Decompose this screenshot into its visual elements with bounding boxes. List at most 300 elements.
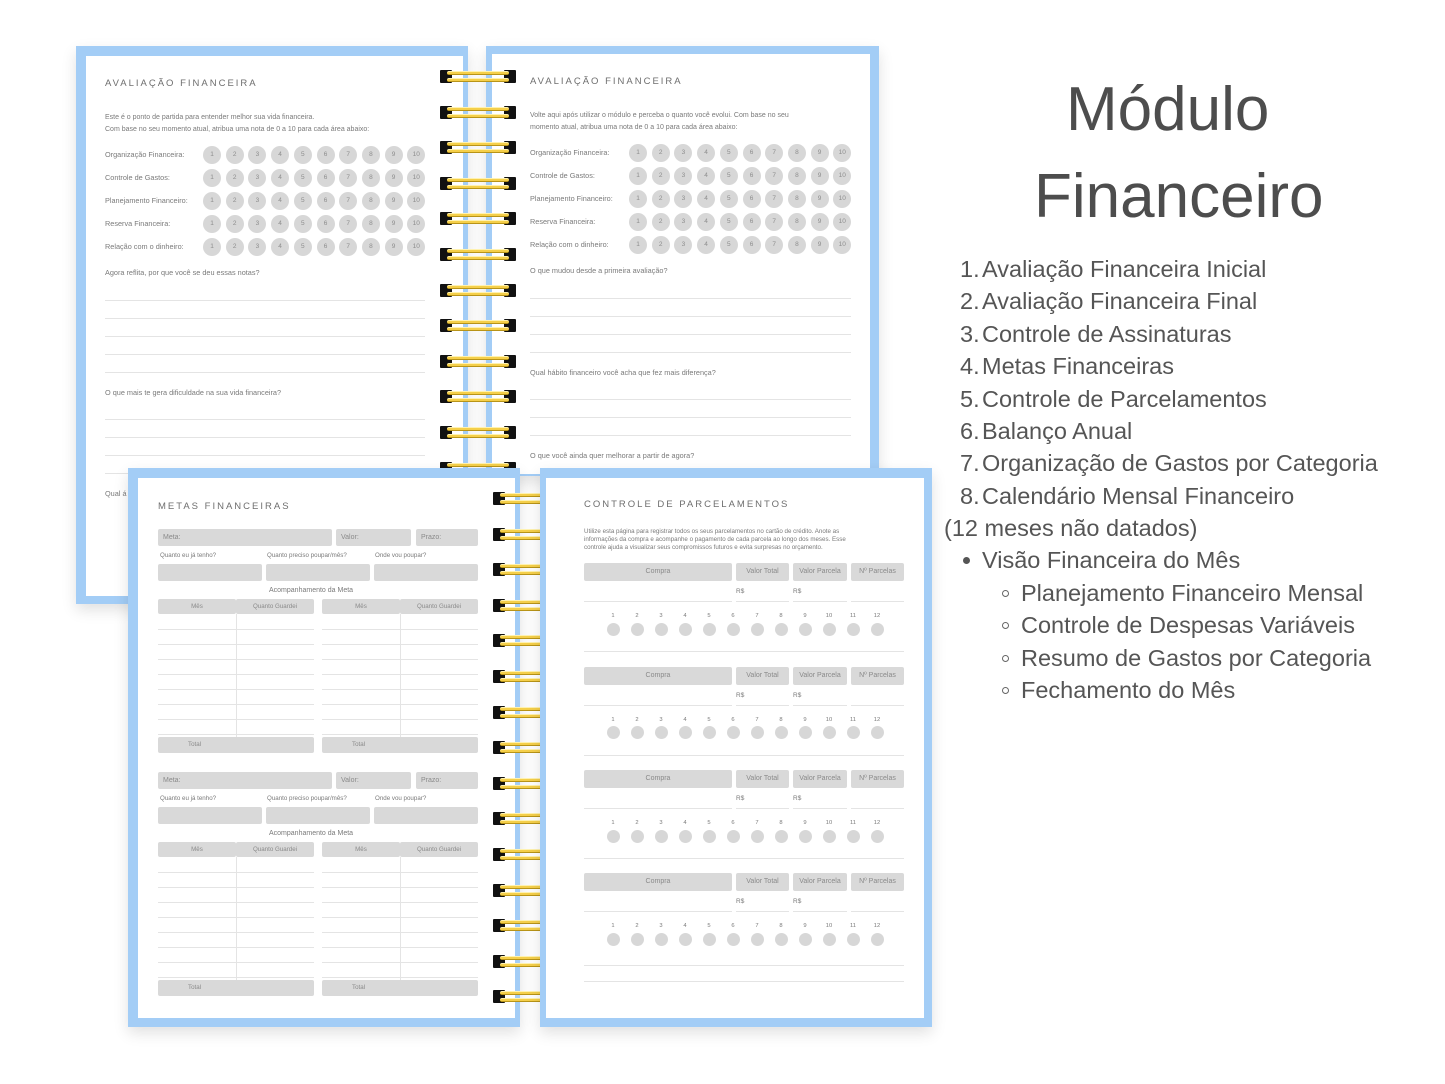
month-number: 2 xyxy=(635,923,639,929)
installment-paid-checkbox[interactable] xyxy=(871,726,884,739)
month-number: 7 xyxy=(755,716,759,723)
installment-paid-checkbox[interactable] xyxy=(823,623,836,636)
goal-answer-field[interactable] xyxy=(266,807,370,824)
month-number: 11 xyxy=(849,716,857,723)
ring-wire xyxy=(447,327,509,331)
write-line xyxy=(530,435,851,436)
rating-circle-10[interactable]: 10 xyxy=(407,169,425,187)
rating-circle-7[interactable]: 7 xyxy=(765,167,783,185)
rating-circle-2[interactable]: 2 xyxy=(226,146,244,164)
intro-text: Com base no seu momento atual, atribua uma nota de 0 a 10 para cada área abaixo: xyxy=(105,126,370,134)
installment-header: Valor Parcela xyxy=(793,563,847,581)
rating-circle-8[interactable]: 8 xyxy=(788,167,806,185)
installment-paid-checkbox[interactable] xyxy=(775,623,788,636)
rating-circle-2[interactable]: 2 xyxy=(652,144,670,162)
currency-label: R$ xyxy=(793,691,802,699)
rating-circle-2[interactable]: 2 xyxy=(652,167,670,185)
goal-deadline-field: Prazo: xyxy=(416,772,478,789)
installment-header: Valor Total xyxy=(736,563,789,581)
installment-paid-checkbox[interactable] xyxy=(823,726,836,739)
month-number: 3 xyxy=(659,820,663,826)
rating-label: Organização Financeira: xyxy=(530,147,610,157)
rating-circle-3[interactable]: 3 xyxy=(674,190,692,208)
rating-circle-3[interactable]: 3 xyxy=(248,169,266,187)
write-line xyxy=(851,705,904,706)
currency-label: R$ xyxy=(736,691,745,699)
month-number: 12 xyxy=(873,613,881,619)
month-number: 10 xyxy=(825,820,833,826)
write-line xyxy=(530,417,851,418)
write-line xyxy=(584,755,904,756)
contents-bullet: Visão Financeira do Mês xyxy=(982,547,1241,573)
installment-paid-checkbox[interactable] xyxy=(847,623,860,636)
tracking-header-month: Mês xyxy=(158,842,236,857)
rating-circle-8[interactable]: 8 xyxy=(788,213,806,231)
rating-circle-1[interactable]: 1 xyxy=(203,146,221,164)
rating-circle-7[interactable]: 7 xyxy=(765,190,783,208)
rating-circle-9[interactable]: 9 xyxy=(811,213,829,231)
installment-paid-checkbox[interactable] xyxy=(703,933,716,946)
rating-circle-6[interactable]: 6 xyxy=(743,190,761,208)
bullet-dot xyxy=(963,557,970,564)
tracking-header-saved: Quanto Guardei xyxy=(400,599,478,614)
rating-circle-3[interactable]: 3 xyxy=(674,213,692,231)
ring-wire xyxy=(447,256,509,260)
contents-note: (12 meses não datados) xyxy=(944,515,1198,541)
installment-paid-checkbox[interactable] xyxy=(703,830,716,843)
month-number: 5 xyxy=(707,923,711,929)
intro-text: Este é o ponto de partida para entender melhor sua vida financeira. xyxy=(105,114,315,122)
contents-item: Controle de Assinaturas xyxy=(982,320,1232,347)
rating-circle-7[interactable]: 7 xyxy=(339,215,357,233)
spiral-ring xyxy=(440,248,516,262)
rating-circle-5[interactable]: 5 xyxy=(294,169,312,187)
installment-paid-checkbox[interactable] xyxy=(727,933,740,946)
rating-circle-5[interactable]: 5 xyxy=(720,213,738,231)
rating-circle-8[interactable]: 8 xyxy=(362,169,380,187)
rating-circle-3[interactable]: 3 xyxy=(248,215,266,233)
goal-answer-field[interactable] xyxy=(374,564,478,581)
contents-number: 8. xyxy=(960,482,980,509)
tracking-total: Total xyxy=(158,737,314,753)
goal-name-field: Meta: xyxy=(158,772,332,789)
installment-paid-checkbox[interactable] xyxy=(607,726,620,739)
month-number: 6 xyxy=(731,613,735,619)
goal-answer-field[interactable] xyxy=(266,564,370,581)
installment-paid-checkbox[interactable] xyxy=(871,933,884,946)
month-number: 12 xyxy=(873,820,881,826)
ring-wire xyxy=(447,178,509,182)
installment-header: Nº Parcelas xyxy=(851,770,904,788)
rating-circle-4[interactable]: 4 xyxy=(697,236,715,254)
installment-paid-checkbox[interactable] xyxy=(751,830,764,843)
rating-circle-9[interactable]: 9 xyxy=(385,238,403,256)
contents-item: Organização de Gastos por Categoria xyxy=(982,450,1378,477)
rating-circle-8[interactable]: 8 xyxy=(362,192,380,210)
rating-circle-1[interactable]: 1 xyxy=(629,167,647,185)
rating-circle-4[interactable]: 4 xyxy=(271,169,289,187)
month-number: 11 xyxy=(849,820,857,826)
sub-bullet-icon xyxy=(1002,687,1009,694)
goal-question-label: Onde vou poupar? xyxy=(375,551,427,559)
installment-paid-checkbox[interactable] xyxy=(823,933,836,946)
intro-text: Utilize esta página para registrar todos os seus parcelamentos no cartão de crédito. Anote as xyxy=(584,527,840,535)
installment-paid-checkbox[interactable] xyxy=(799,623,812,636)
rating-circle-8[interactable]: 8 xyxy=(362,238,380,256)
spiral-ring xyxy=(440,212,516,226)
installment-header: Compra xyxy=(584,770,732,788)
rating-circle-6[interactable]: 6 xyxy=(317,215,335,233)
month-number: 4 xyxy=(683,820,687,826)
intro-text: Volte aqui após utilizar o módulo e perceba o quanto você evolui. Com base no seu xyxy=(530,112,789,120)
rating-circle-1[interactable]: 1 xyxy=(629,190,647,208)
rating-circle-6[interactable]: 6 xyxy=(317,169,335,187)
month-number: 1 xyxy=(611,613,615,619)
goal-question-label: Onde vou poupar? xyxy=(375,794,427,802)
rating-circle-4[interactable]: 4 xyxy=(271,238,289,256)
tracking-header-saved: Quanto Guardei xyxy=(400,842,478,857)
module-title-line1: Módulo xyxy=(1066,75,1270,144)
rating-circle-9[interactable]: 9 xyxy=(811,167,829,185)
installment-paid-checkbox[interactable] xyxy=(751,933,764,946)
ring-wire xyxy=(447,114,509,118)
write-line xyxy=(793,808,847,809)
rating-circle-3[interactable]: 3 xyxy=(248,192,266,210)
rating-circle-2[interactable]: 2 xyxy=(652,236,670,254)
contents-number: 4. xyxy=(960,353,980,380)
installment-header: Valor Total xyxy=(736,770,789,788)
ring-wire xyxy=(447,107,509,111)
month-number: 1 xyxy=(611,820,615,826)
ring-wire xyxy=(447,292,509,296)
rating-circle-6[interactable]: 6 xyxy=(317,192,335,210)
month-number: 4 xyxy=(683,716,687,723)
write-line xyxy=(105,300,425,301)
installment-paid-checkbox[interactable] xyxy=(607,623,620,636)
rating-circle-7[interactable]: 7 xyxy=(339,238,357,256)
rating-circle-8[interactable]: 8 xyxy=(362,146,380,164)
ring-wire xyxy=(447,78,509,82)
rating-circle-5[interactable]: 5 xyxy=(294,192,312,210)
currency-label: R$ xyxy=(793,898,802,906)
installment-paid-checkbox[interactable] xyxy=(751,623,764,636)
installment-paid-checkbox[interactable] xyxy=(727,726,740,739)
page-title: METAS FINANCEIRAS xyxy=(158,501,291,513)
page-title: CONTROLE DE PARCELAMENTOS xyxy=(584,499,790,511)
rating-circle-8[interactable]: 8 xyxy=(362,215,380,233)
installment-paid-checkbox[interactable] xyxy=(871,830,884,843)
ring-wire xyxy=(447,185,509,189)
write-line xyxy=(530,352,851,353)
installment-header: Valor Parcela xyxy=(793,873,847,891)
month-number: 9 xyxy=(803,613,807,619)
goal-answer-field[interactable] xyxy=(374,807,478,824)
goal-deadline-field: Prazo: xyxy=(416,529,478,546)
rating-circle-10[interactable]: 10 xyxy=(833,213,851,231)
tracking-total: Total xyxy=(322,980,478,996)
rating-circle-10[interactable]: 10 xyxy=(833,190,851,208)
ring-wire xyxy=(447,398,509,402)
ring-wire xyxy=(447,434,509,438)
rating-circle-2[interactable]: 2 xyxy=(226,169,244,187)
installment-paid-checkbox[interactable] xyxy=(775,830,788,843)
rating-circle-4[interactable]: 4 xyxy=(697,190,715,208)
rating-circle-2[interactable]: 2 xyxy=(226,192,244,210)
rating-circle-1[interactable]: 1 xyxy=(203,238,221,256)
tracking-total: Total xyxy=(158,980,314,996)
write-line xyxy=(736,601,789,602)
tracking-header-month: Mês xyxy=(322,842,400,857)
module-title-line2: Financeiro xyxy=(1034,162,1324,231)
rating-circle-9[interactable]: 9 xyxy=(811,190,829,208)
installment-paid-checkbox[interactable] xyxy=(799,933,812,946)
month-number: 1 xyxy=(611,923,615,929)
ring-wire xyxy=(447,320,509,324)
month-number: 7 xyxy=(755,923,759,929)
installment-header: Compra xyxy=(584,873,732,891)
installment-paid-checkbox[interactable] xyxy=(871,623,884,636)
write-line xyxy=(584,808,732,809)
rating-circle-8[interactable]: 8 xyxy=(788,236,806,254)
ring-wire xyxy=(447,427,509,431)
write-line xyxy=(584,981,904,982)
goal-name-field: Meta: xyxy=(158,529,332,546)
installment-paid-checkbox[interactable] xyxy=(679,830,692,843)
write-line xyxy=(530,334,851,335)
intro-text: momento atual, atribua uma nota de 0 a 10 para cada área abaixo: xyxy=(530,124,738,132)
ring-wire xyxy=(447,285,509,289)
rating-circle-6[interactable]: 6 xyxy=(743,144,761,162)
month-number: 2 xyxy=(635,820,639,826)
intro-text: informações da compra e acompanhe o pagamento de cada parcela ao longo dos meses. Esse xyxy=(584,535,846,543)
spiral-ring xyxy=(440,284,516,298)
rating-circle-1[interactable]: 1 xyxy=(629,236,647,254)
write-line xyxy=(736,911,789,912)
contents-number: 5. xyxy=(960,385,980,412)
month-number: 11 xyxy=(849,613,857,619)
write-line xyxy=(105,419,425,420)
page-title: AVALIAÇÃO FINANCEIRA xyxy=(530,76,683,88)
rating-circle-5[interactable]: 5 xyxy=(294,238,312,256)
installment-header: Compra xyxy=(584,563,732,581)
rating-circle-5[interactable]: 5 xyxy=(720,236,738,254)
spiral-ring xyxy=(440,319,516,333)
month-number: 5 xyxy=(707,820,711,826)
installment-paid-checkbox[interactable] xyxy=(727,830,740,843)
currency-label: R$ xyxy=(736,795,745,803)
installment-paid-checkbox[interactable] xyxy=(607,933,620,946)
rating-circle-5[interactable]: 5 xyxy=(720,190,738,208)
rating-circle-7[interactable]: 7 xyxy=(765,213,783,231)
contents-number: 1. xyxy=(960,256,980,282)
rating-circle-2[interactable]: 2 xyxy=(226,238,244,256)
ring-wire xyxy=(447,249,509,253)
rating-circle-3[interactable]: 3 xyxy=(674,167,692,185)
installment-paid-checkbox[interactable] xyxy=(655,726,668,739)
rating-label: Relação com o dinheiro: xyxy=(530,239,609,249)
sub-bullet-icon xyxy=(1002,655,1009,662)
reflection-question: O que mudou desde a primeira avaliação? xyxy=(530,265,668,275)
ring-wire xyxy=(447,463,509,467)
tracking-total: Total xyxy=(322,737,478,753)
installment-paid-checkbox[interactable] xyxy=(847,830,860,843)
rating-circle-7[interactable]: 7 xyxy=(339,192,357,210)
rating-circle-6[interactable]: 6 xyxy=(317,238,335,256)
installment-paid-checkbox[interactable] xyxy=(679,726,692,739)
rating-circle-8[interactable]: 8 xyxy=(788,144,806,162)
month-number: 3 xyxy=(659,716,663,723)
rating-circle-4[interactable]: 4 xyxy=(697,213,715,231)
rating-circle-5[interactable]: 5 xyxy=(720,167,738,185)
rating-circle-1[interactable]: 1 xyxy=(203,169,221,187)
rating-circle-4[interactable]: 4 xyxy=(271,192,289,210)
rating-circle-9[interactable]: 9 xyxy=(385,146,403,164)
rating-circle-10[interactable]: 10 xyxy=(833,144,851,162)
month-number: 2 xyxy=(635,716,639,723)
rating-circle-1[interactable]: 1 xyxy=(629,144,647,162)
rating-label: Reserva Financeira: xyxy=(105,218,171,228)
month-number: 10 xyxy=(825,716,833,723)
rating-circle-4[interactable]: 4 xyxy=(697,167,715,185)
currency-label: R$ xyxy=(793,795,802,803)
rating-circle-6[interactable]: 6 xyxy=(317,146,335,164)
rating-circle-9[interactable]: 9 xyxy=(811,144,829,162)
installment-paid-checkbox[interactable] xyxy=(655,830,668,843)
rating-circle-9[interactable]: 9 xyxy=(385,215,403,233)
month-number: 6 xyxy=(731,820,735,826)
rating-circle-3[interactable]: 3 xyxy=(674,236,692,254)
write-line xyxy=(530,316,851,317)
month-number: 8 xyxy=(779,613,783,619)
rating-circle-9[interactable]: 9 xyxy=(385,192,403,210)
goal-question-label: Quanto eu já tenho? xyxy=(160,551,217,559)
currency-label: R$ xyxy=(793,588,802,596)
goal-answer-field[interactable] xyxy=(158,807,262,824)
write-line xyxy=(584,601,732,602)
rating-circle-5[interactable]: 5 xyxy=(294,146,312,164)
installment-header: Nº Parcelas xyxy=(851,873,904,891)
rating-circle-1[interactable]: 1 xyxy=(629,213,647,231)
rating-circle-9[interactable]: 9 xyxy=(385,169,403,187)
installment-paid-checkbox[interactable] xyxy=(631,726,644,739)
rating-circle-1[interactable]: 1 xyxy=(203,192,221,210)
reflection-question: Qual á xyxy=(105,488,127,498)
spiral-ring xyxy=(440,177,516,191)
installment-paid-checkbox[interactable] xyxy=(823,830,836,843)
rating-circle-3[interactable]: 3 xyxy=(248,146,266,164)
rating-circle-6[interactable]: 6 xyxy=(743,213,761,231)
rating-circle-4[interactable]: 4 xyxy=(697,144,715,162)
write-line xyxy=(793,601,847,602)
column-divider xyxy=(400,857,401,980)
rating-circle-2[interactable]: 2 xyxy=(652,190,670,208)
intro-text: controle ajuda a visualizar seus compromissos futuros e evita surpresas no orçamento. xyxy=(584,543,823,551)
installment-paid-checkbox[interactable] xyxy=(655,933,668,946)
rating-circle-3[interactable]: 3 xyxy=(674,144,692,162)
installment-paid-checkbox[interactable] xyxy=(847,726,860,739)
rating-circle-4[interactable]: 4 xyxy=(271,215,289,233)
contents-item: Balanço Anual xyxy=(982,418,1133,444)
sub-bullet-icon xyxy=(1002,590,1009,597)
installment-paid-checkbox[interactable] xyxy=(679,623,692,636)
rating-circle-10[interactable]: 10 xyxy=(407,146,425,164)
installment-paid-checkbox[interactable] xyxy=(799,726,812,739)
rating-circle-2[interactable]: 2 xyxy=(226,215,244,233)
rating-circle-5[interactable]: 5 xyxy=(720,144,738,162)
rating-circle-6[interactable]: 6 xyxy=(743,167,761,185)
rating-circle-7[interactable]: 7 xyxy=(339,169,357,187)
tracking-title: Acompanhamento da Meta xyxy=(269,587,354,595)
goal-answer-field[interactable] xyxy=(158,564,262,581)
rating-circle-3[interactable]: 3 xyxy=(248,238,266,256)
contents-number: 2. xyxy=(960,288,980,315)
rating-circle-6[interactable]: 6 xyxy=(743,236,761,254)
month-number: 12 xyxy=(873,716,881,723)
rating-circle-10[interactable]: 10 xyxy=(407,192,425,210)
installment-paid-checkbox[interactable] xyxy=(679,933,692,946)
contents-subitem: Fechamento do Mês xyxy=(1021,677,1236,704)
installment-paid-checkbox[interactable] xyxy=(655,623,668,636)
installment-paid-checkbox[interactable] xyxy=(847,933,860,946)
installment-paid-checkbox[interactable] xyxy=(727,623,740,636)
installment-paid-checkbox[interactable] xyxy=(631,623,644,636)
ring-wire xyxy=(447,213,509,217)
contents-item: Calendário Mensal Financeiro xyxy=(982,482,1295,509)
contents-subitem: Resumo de Gastos por Categoria xyxy=(1021,644,1372,671)
spiral-ring xyxy=(440,141,516,155)
rating-circle-8[interactable]: 8 xyxy=(788,190,806,208)
rating-circle-9[interactable]: 9 xyxy=(811,236,829,254)
rating-circle-10[interactable]: 10 xyxy=(407,238,425,256)
ring-wire xyxy=(447,220,509,224)
spiral-ring xyxy=(440,106,516,120)
rating-circle-4[interactable]: 4 xyxy=(271,146,289,164)
installment-paid-checkbox[interactable] xyxy=(703,623,716,636)
rating-circle-10[interactable]: 10 xyxy=(833,236,851,254)
rating-circle-10[interactable]: 10 xyxy=(407,215,425,233)
rating-circle-7[interactable]: 7 xyxy=(765,144,783,162)
spiral-ring xyxy=(440,426,516,440)
write-line xyxy=(105,455,425,456)
installment-paid-checkbox[interactable] xyxy=(775,726,788,739)
installment-paid-checkbox[interactable] xyxy=(631,830,644,843)
month-number: 4 xyxy=(683,923,687,929)
installment-paid-checkbox[interactable] xyxy=(631,933,644,946)
write-line xyxy=(530,298,851,299)
installment-paid-checkbox[interactable] xyxy=(751,726,764,739)
column-divider xyxy=(236,857,237,980)
rating-circle-2[interactable]: 2 xyxy=(652,213,670,231)
month-number: 6 xyxy=(731,716,735,723)
rating-circle-7[interactable]: 7 xyxy=(339,146,357,164)
rating-circle-7[interactable]: 7 xyxy=(765,236,783,254)
ring-wire xyxy=(447,356,509,360)
installment-paid-checkbox[interactable] xyxy=(703,726,716,739)
rating-circle-5[interactable]: 5 xyxy=(294,215,312,233)
installment-paid-checkbox[interactable] xyxy=(775,933,788,946)
write-line xyxy=(584,965,904,966)
rating-circle-10[interactable]: 10 xyxy=(833,167,851,185)
month-number: 3 xyxy=(659,923,663,929)
installment-paid-checkbox[interactable] xyxy=(607,830,620,843)
column-divider xyxy=(236,614,237,737)
write-line xyxy=(851,911,904,912)
goal-value-field: Valor: xyxy=(336,529,411,546)
write-line xyxy=(105,354,425,355)
installment-paid-checkbox[interactable] xyxy=(799,830,812,843)
rating-label: Planejamento Financeiro: xyxy=(105,195,188,205)
rating-circle-1[interactable]: 1 xyxy=(203,215,221,233)
